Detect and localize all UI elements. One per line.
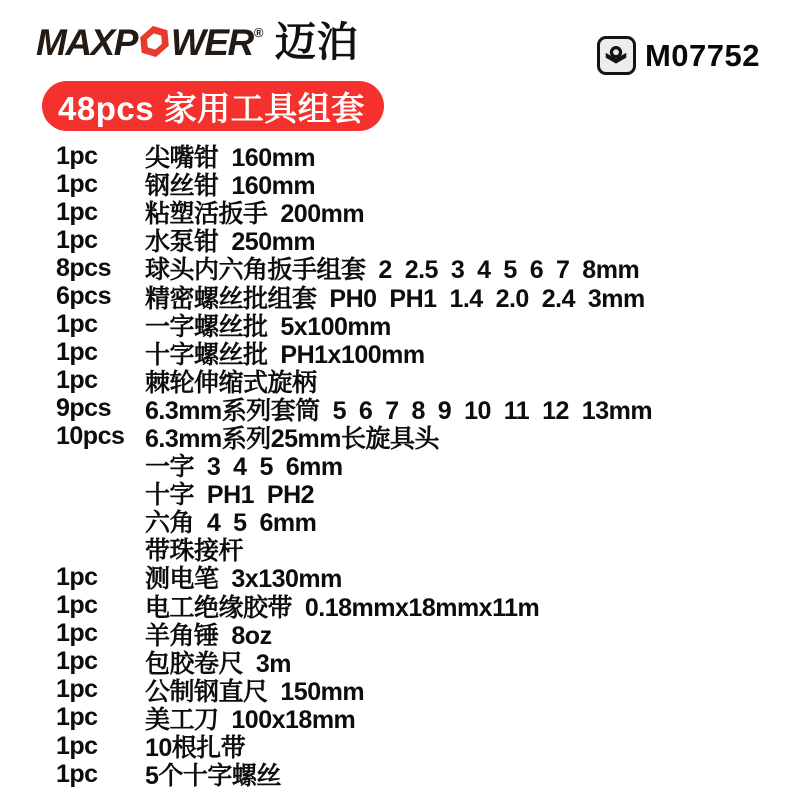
item-desc: 粘塑活扳手 200mm — [145, 200, 365, 229]
item-qty: 1pc — [56, 619, 98, 648]
item-qty: 1pc — [56, 591, 98, 620]
item-desc: 测电笔 3x130mm — [145, 565, 342, 594]
item-desc: 水泵钳 250mm — [145, 228, 316, 257]
item-desc: 十字 PH1 PH2 — [145, 481, 315, 510]
item-desc: 棘轮伸缩式旋柄 — [145, 368, 317, 397]
spec-list — [0, 141, 800, 791]
item-desc: 5个十字螺丝 — [145, 762, 281, 791]
product-banner — [42, 81, 384, 131]
item-qty: 1pc — [56, 338, 98, 367]
item-qty: 6pcs — [56, 282, 111, 311]
logo-text-pre: MAXP — [36, 22, 137, 63]
item-desc: 尖嘴钳 160mm — [145, 144, 316, 173]
item-qty: 1pc — [56, 141, 98, 170]
item-qty: 1pc — [56, 169, 98, 198]
item-desc: 十字螺丝批 PH1x100mm — [145, 340, 425, 369]
item-qty: 1pc — [56, 647, 98, 676]
item-desc: 带珠接杆 — [145, 537, 244, 566]
item-desc: 6.3mm系列套筒 5 6 7 8 9 10 11 12 13mm — [145, 396, 653, 425]
banner-label: 48pcs 家用工具组套 — [58, 89, 365, 127]
item-desc: 公制钢直尺 150mm — [145, 677, 365, 706]
brand-logo — [36, 19, 359, 65]
nut-icon — [597, 36, 636, 75]
item-desc: 电工绝缘胶带 0.18mmx18mmx11m — [145, 593, 540, 622]
item-qty: 10pcs — [56, 422, 125, 451]
logo-hexnut-o-icon — [137, 26, 172, 57]
brand-logo-text — [36, 24, 262, 61]
item-qty: 1pc — [56, 675, 98, 704]
item-qty: 1pc — [56, 225, 98, 254]
item-qty: 1pc — [56, 310, 98, 339]
item-desc: 精密螺丝批组套 PH0 PH1 1.4 2.0 2.4 3mm — [145, 284, 645, 313]
item-desc: 一字螺丝批 5x100mm — [145, 312, 391, 341]
list-item — [0, 759, 800, 791]
item-desc: 六角 4 5 6mm — [145, 509, 317, 538]
item-desc: 钢丝钳 160mm — [145, 172, 316, 201]
item-desc: 10根扎带 — [145, 734, 246, 763]
item-desc: 美工刀 100x18mm — [145, 705, 356, 734]
item-qty: 9pcs — [56, 394, 111, 423]
item-qty: 1pc — [56, 759, 98, 788]
model-code: M07752 — [644, 37, 760, 73]
item-qty: 1pc — [56, 366, 98, 395]
item-qty: 8pcs — [56, 253, 111, 282]
item-desc: 包胶卷尺 3m — [145, 649, 292, 678]
registered-mark: ® — [253, 25, 262, 40]
item-qty: 1pc — [56, 731, 98, 760]
item-qty: 1pc — [56, 562, 98, 591]
item-qty: 1pc — [56, 703, 98, 732]
brand-name-chinese: 迈泊 — [274, 19, 359, 65]
logo-text-post: WER — [170, 22, 253, 63]
item-desc: 球头内六角扳手组套 2 2.5 3 4 5 6 7 8mm — [145, 256, 640, 285]
item-desc: 羊角锤 8oz — [145, 621, 272, 650]
item-desc: 6.3mm系列25mm长旋具头 — [145, 424, 439, 453]
item-desc: 一字 3 4 5 6mm — [145, 453, 343, 482]
model-number-block — [597, 36, 760, 75]
item-qty: 1pc — [56, 197, 98, 226]
